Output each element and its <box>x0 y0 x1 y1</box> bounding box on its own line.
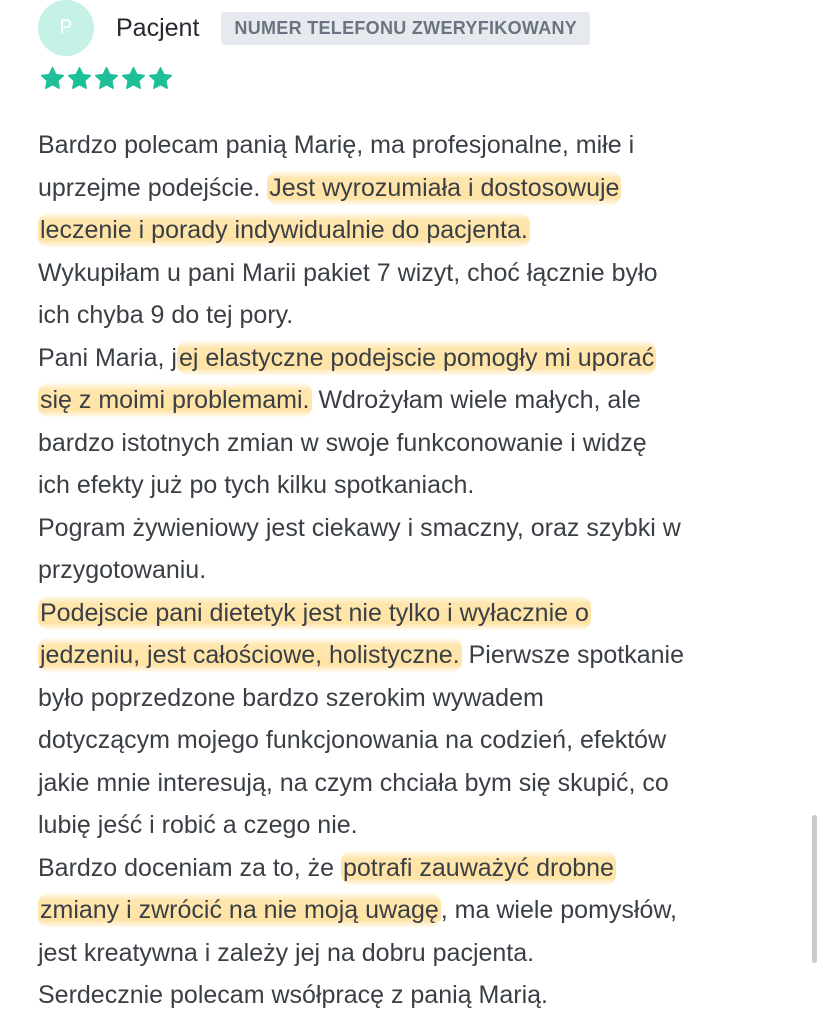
highlighted-text: Podejscie pani dietetyk jest nie tylko i wyłacznie o <box>38 595 591 631</box>
star-rating <box>40 66 173 91</box>
review-line <box>38 167 798 210</box>
review-text-segment: Bardzo doceniam za to, że <box>38 853 341 882</box>
review-line <box>38 124 798 167</box>
review-line <box>38 974 798 1017</box>
review-line <box>38 932 798 975</box>
highlighted-text: ej elastyczne podejscie pomogły mi uporać <box>177 340 656 376</box>
scrollbar-thumb[interactable] <box>812 815 817 963</box>
review-line <box>38 677 798 720</box>
star-icon <box>148 66 173 91</box>
review-text-segment: Pani Maria, j <box>38 343 177 372</box>
review-line <box>38 719 798 762</box>
highlighted-text: się z moimi problemami. <box>38 382 312 418</box>
review-line <box>38 294 798 337</box>
review-text-segment: Wykupiłam u pani Marii pakiet 7 wizyt, choć łącznie było <box>38 258 658 287</box>
review-line <box>38 337 798 380</box>
star-icon <box>67 66 92 91</box>
review-text-segment: uprzejme podejście. <box>38 173 268 202</box>
review-text-segment: było poprzedzone bardzo szerokim wywadem <box>38 683 544 712</box>
star-icon <box>121 66 146 91</box>
verified-phone-badge: NUMER TELEFONU ZWERYFIKOWANY <box>221 12 590 45</box>
review-header <box>38 0 590 56</box>
review-line <box>38 209 798 252</box>
author-name: Pacjent <box>116 13 200 42</box>
review-line <box>38 762 798 805</box>
review-text-segment: Bardzo polecam panią Marię, ma profesjonalne, miłe i <box>38 131 635 159</box>
review-line <box>38 889 798 932</box>
review-text-segment: Pogram żywieniowy jest ciekawy i smaczny, oraz szybki w <box>38 513 681 542</box>
review-line <box>38 422 798 465</box>
review-text-segment: Wdrożyłam wiele małych, ale <box>311 386 641 414</box>
review-line <box>38 507 798 550</box>
star-icon <box>40 66 65 91</box>
review-text-segment: jakie mnie interesują, na czym chciała bym się skupić, co <box>38 768 669 797</box>
avatar-initial: P <box>59 17 73 38</box>
review-line <box>38 252 798 295</box>
review-line <box>38 592 798 635</box>
review-line <box>38 634 798 677</box>
avatar <box>38 0 94 56</box>
highlighted-text: potrafi zauważyć drobne <box>341 850 616 886</box>
highlighted-text: Jest wyrozumiała i dostosowuje <box>267 170 621 206</box>
review-text-segment: , ma wiele pomysłów, <box>440 896 677 924</box>
review-line <box>38 804 798 847</box>
star-icon <box>94 66 119 91</box>
review-text-segment: ich efekty już po tych kilku spotkaniach. <box>38 471 475 499</box>
review-text-segment: dotyczącym mojego funkcjonowania na codzień, efektów <box>38 726 667 754</box>
review-line <box>38 464 798 507</box>
review-line <box>38 379 798 422</box>
review-text <box>38 124 798 1017</box>
review-text-segment: przygotowaniu. <box>38 556 207 584</box>
review-text-segment: ich chyba 9 do tej pory. <box>38 301 294 329</box>
review-text-segment: jest kreatywna i zależy jej na dobru pacjenta. <box>38 938 535 967</box>
review-text-segment: Serdecznie polecam wsółpracę z panią Marią. <box>38 981 548 1009</box>
highlighted-text: jedzeniu, jest całościowe, holistyczne. <box>38 637 462 673</box>
review-text-segment: Pierwsze spotkanie <box>461 641 684 669</box>
highlighted-text: leczenie i porady indywidualnie do pacjenta. <box>38 212 530 248</box>
review-text-segment: bardzo istotnych zmian w swoje funkconowanie i widzę <box>38 428 647 457</box>
review-line <box>38 549 798 592</box>
review-text-segment: lubię jeść i robić a czego nie. <box>38 811 358 839</box>
review-line <box>38 847 798 890</box>
highlighted-text: zmiany i zwrócić na nie moją uwagę <box>38 892 441 928</box>
